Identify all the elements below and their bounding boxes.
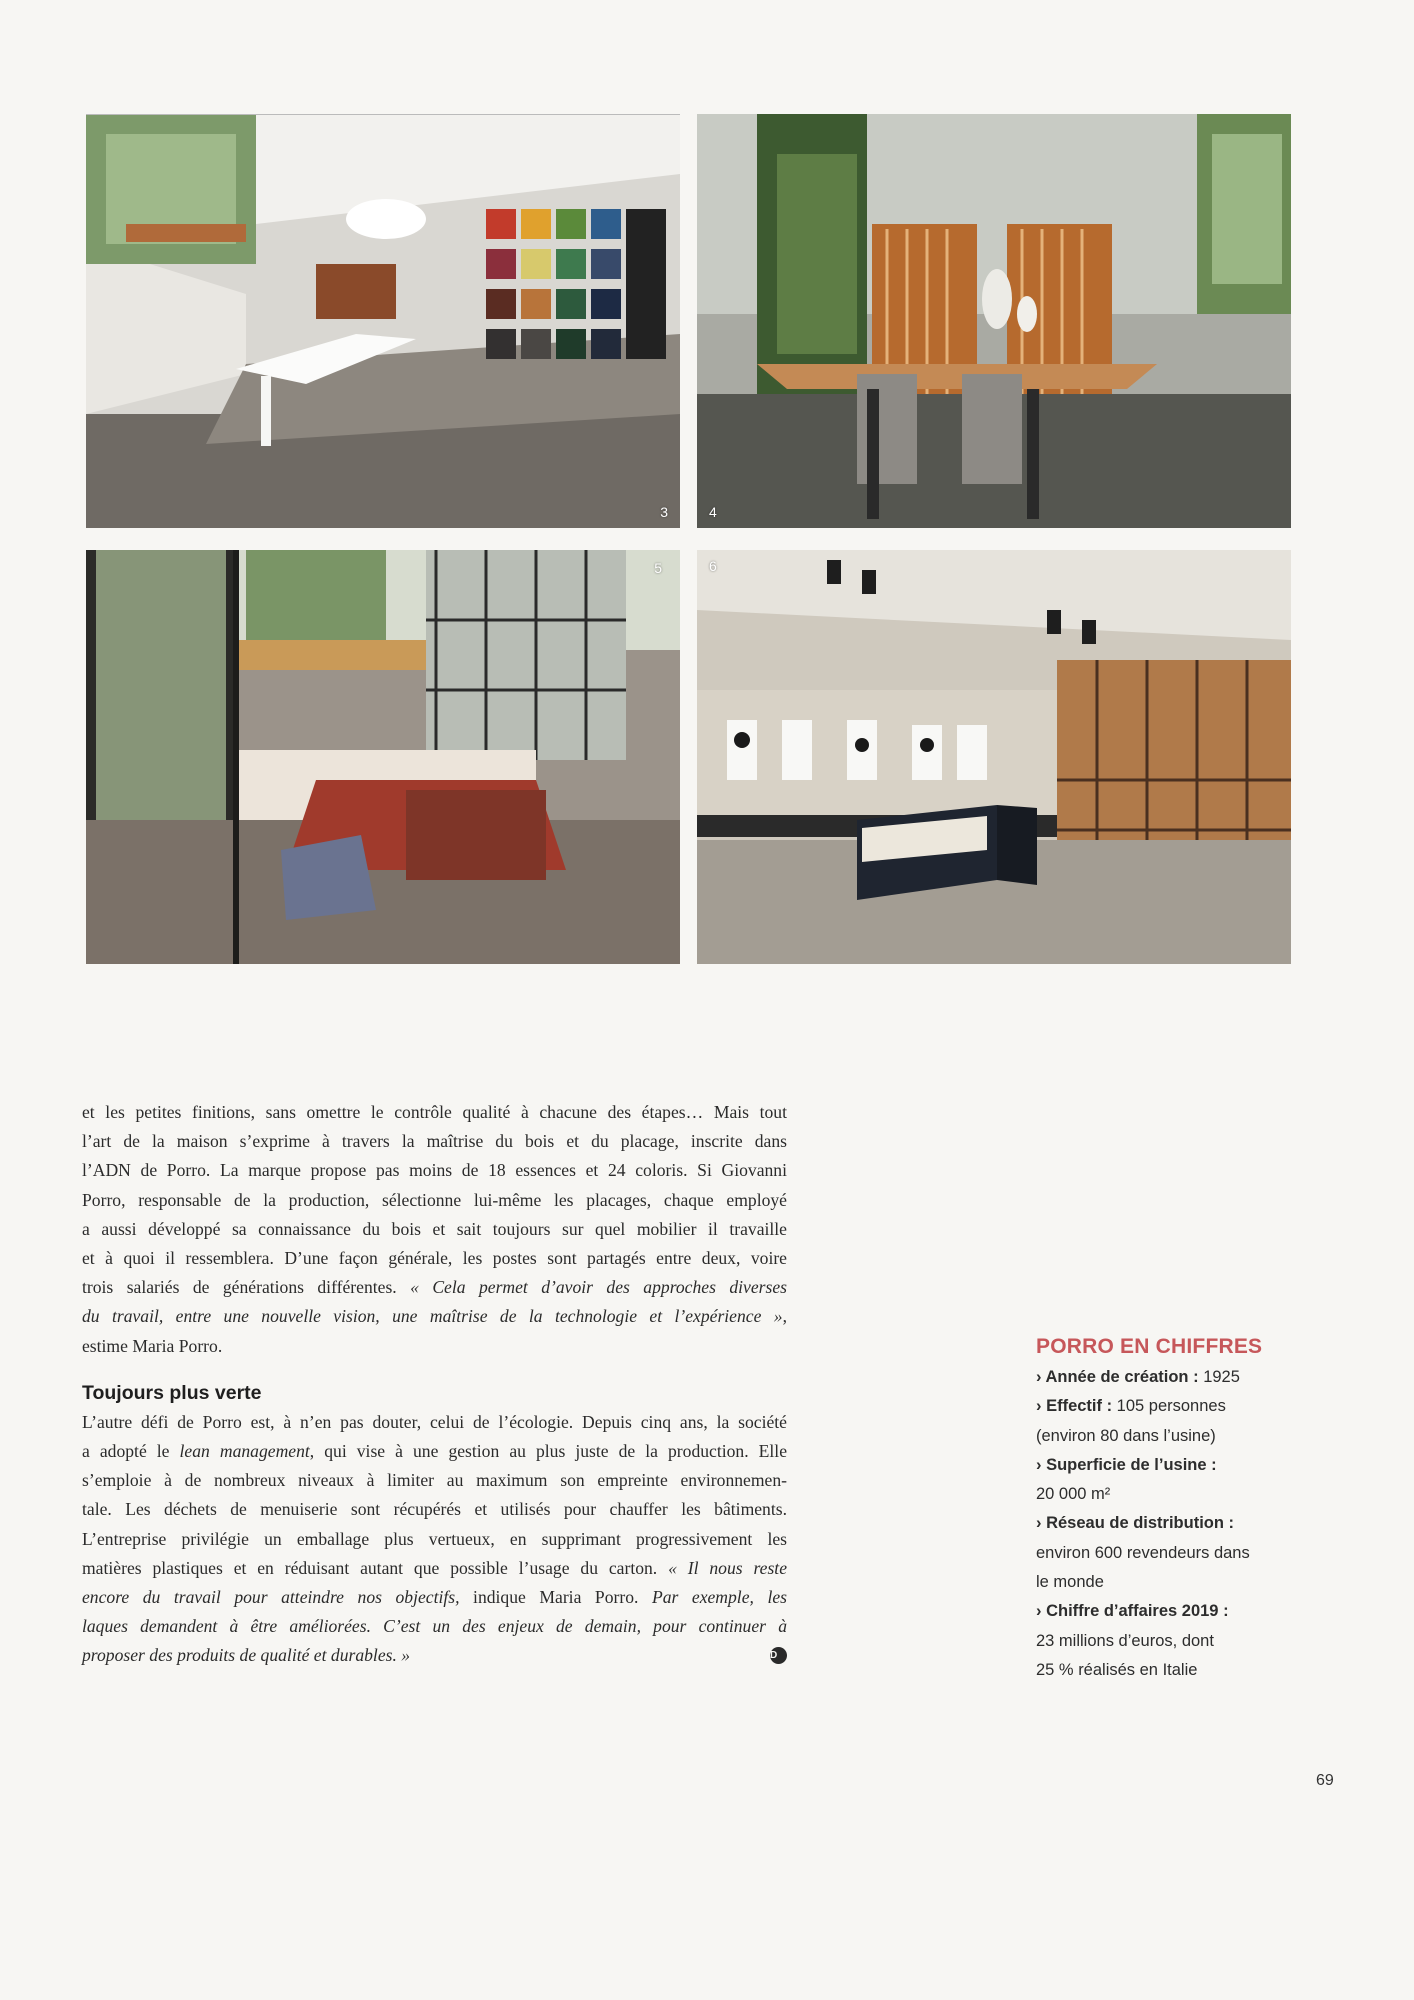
photo-number: 3 <box>660 504 668 520</box>
photo-wardrobe-showroom <box>697 550 1291 964</box>
figure-key: › Superficie de l’usine <box>1036 1455 1207 1474</box>
figure-key: › Chiffre d’affaires 2019 <box>1036 1602 1219 1621</box>
key-figures-box <box>1036 1332 1276 1685</box>
article-body <box>82 1098 787 1671</box>
text-run: indique Maria Porro. <box>459 1587 652 1608</box>
text-run: matières plastiques et en réduisant autant que possible l’usage du carton. <box>82 1557 669 1578</box>
figure-detail: 20 000 m² <box>1036 1485 1111 1504</box>
quote-run: du travail, entre une nouvelle vision, une maîtrise de la technologie et l’expérience » <box>82 1306 783 1327</box>
figure-sep: : <box>1223 1514 1235 1533</box>
figure-value: 105 personnes <box>1116 1397 1226 1416</box>
figure-detail: le monde <box>1036 1573 1104 1592</box>
section-heading: Toujours plus verte <box>82 1381 262 1404</box>
figure-detail: 23 millions d’euros, dont <box>1036 1631 1214 1650</box>
photo-number: 6 <box>709 558 717 574</box>
lounge-sofa-image <box>86 550 680 964</box>
text-line: estime Maria Porro. <box>82 1335 223 1356</box>
page-number: 69 <box>1316 1772 1334 1789</box>
figure-detail: environ 600 revendeurs dans <box>1036 1543 1250 1562</box>
figure-detail: 25 % réalisés en Italie <box>1036 1660 1198 1679</box>
text-run: , qui vise à une gestion au plus juste de la production. Elle <box>309 1441 788 1462</box>
text-line: Porro, responsable de la production, sélectionne lui-même les placages, chaque employé <box>82 1189 787 1210</box>
end-of-article-icon: D <box>770 1647 787 1664</box>
text-run: a adopté le <box>82 1441 180 1462</box>
photo-dining-table <box>697 114 1291 528</box>
text-run: , <box>782 1306 787 1327</box>
quote-run: Par exemple, les <box>651 1587 787 1608</box>
text-line: et à quoi il ressemblera. D’une façon générale, les postes sont partagés entre deux, voire <box>82 1248 787 1269</box>
quote-run: proposer des produits de qualité et durables. » <box>82 1645 411 1666</box>
text-line: et les petites finitions, sans omettre le contrôle qualité à chacune des étapes… Mais tout <box>82 1102 787 1122</box>
dining-table-image <box>697 114 1291 528</box>
text-line <box>82 1554 787 1583</box>
text-line: l’art de la maison s’exprime à travers la maîtrise du bois et du placage, inscrite dans <box>82 1131 787 1152</box>
text-line: l’ADN de Porro. La marque propose pas moins de 18 essences et 24 coloris. Si Giovanni <box>82 1160 787 1181</box>
figure-sep: : <box>1102 1397 1117 1416</box>
figure-row <box>1036 1597 1276 1626</box>
photo-lounge-sofa <box>86 550 680 964</box>
photo-number: 5 <box>654 560 662 576</box>
text-line <box>82 1437 787 1466</box>
figure-sep: : <box>1188 1368 1204 1386</box>
figure-sep: : <box>1206 1455 1217 1474</box>
figure-row <box>1036 1363 1276 1392</box>
text-line: L’entreprise privilégie un emballage plus vertueux, en supprimant progressivement les <box>82 1528 787 1549</box>
text-line <box>82 1273 787 1302</box>
text-line: tale. Les déchets de menuiserie sont récupérés et utilisés pour chauffer les bâtiments. <box>82 1499 787 1520</box>
figure-value: 1925 <box>1203 1368 1240 1386</box>
figure-detail: (environ 80 dans l’usine) <box>1036 1426 1216 1445</box>
sidebar-title: PORRO EN CHIFFRES <box>1036 1335 1263 1358</box>
quote-run: « Cela permet d’avoir des approches diverses <box>410 1277 788 1298</box>
text-line <box>82 1583 787 1612</box>
figure-sep: : <box>1218 1602 1229 1621</box>
text-line: a aussi développé sa connaissance du bois et sait toujours sur quel mobilier il travaille <box>82 1218 787 1239</box>
text-run: trois salariés de générations différentes. <box>82 1277 411 1298</box>
text-line <box>82 1641 787 1670</box>
figure-key: › Réseau de distribution <box>1036 1514 1224 1533</box>
text-line <box>82 1302 787 1331</box>
text-line: s’emploie à de nombreux niveaux à limiter au maximum son empreinte environnemen- <box>82 1470 787 1491</box>
photo-number: 4 <box>709 504 717 520</box>
wardrobe-showroom-image <box>697 550 1291 964</box>
text-line: laques demandent à être améliorées. C’est un des enjeux de demain, pour continuer à <box>82 1616 787 1637</box>
figure-key: › Année de création <box>1036 1368 1189 1386</box>
showroom-swatches-image <box>86 114 680 528</box>
text-line: L’autre défi de Porro est, à n’en pas douter, celui de l’écologie. Depuis cinq ans, la société <box>82 1411 787 1432</box>
photo-showroom-swatches <box>86 114 680 528</box>
figure-row <box>1036 1451 1276 1480</box>
figure-row <box>1036 1509 1276 1538</box>
quote-run: encore du travail pour atteindre nos objectifs, <box>82 1587 460 1608</box>
quote-run: « Il nous reste <box>668 1557 787 1578</box>
figure-row <box>1036 1392 1276 1421</box>
italic-term: lean management <box>179 1441 310 1462</box>
figure-key: › Effectif <box>1036 1397 1102 1416</box>
